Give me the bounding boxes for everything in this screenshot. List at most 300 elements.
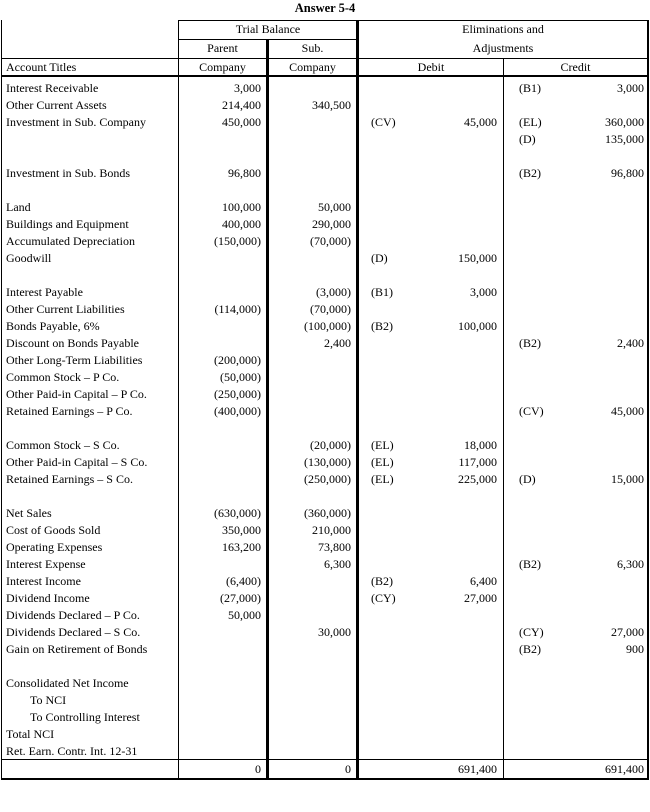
debit-amount xyxy=(420,216,497,233)
debit-code xyxy=(371,267,411,284)
debit-amount xyxy=(420,97,497,114)
account-title: Buildings and Equipment xyxy=(6,217,129,231)
debit-amount xyxy=(420,403,497,420)
credit-amount xyxy=(560,182,644,199)
credit-code xyxy=(519,284,559,301)
sub-amount xyxy=(270,267,351,284)
debit-amount xyxy=(420,301,497,318)
credit-amount xyxy=(560,420,644,437)
credit-amount xyxy=(560,148,644,165)
parent-amount: (400,000) xyxy=(214,404,261,418)
total-credit: 691,400 xyxy=(605,762,644,776)
parent-amount: (630,000) xyxy=(214,506,261,520)
credit-code: (D) xyxy=(519,132,536,146)
account-title: Interest Expense xyxy=(6,557,86,571)
account-title xyxy=(6,420,178,437)
credit-amount: 900 xyxy=(626,642,644,656)
debit-amount xyxy=(420,352,497,369)
credit-amount: 15,000 xyxy=(611,472,644,486)
debit-amount xyxy=(420,692,497,709)
sub-amount: 30,000 xyxy=(318,625,351,639)
parent-amount xyxy=(180,726,261,743)
sub-amount: (250,000) xyxy=(304,472,351,486)
credit-code xyxy=(519,369,559,386)
debit-code xyxy=(371,420,411,437)
credit-amount xyxy=(560,301,644,318)
parent-amount xyxy=(180,675,261,692)
credit-code xyxy=(519,318,559,335)
credit-amount xyxy=(560,692,644,709)
credit-amount xyxy=(560,216,644,233)
credit-code: (B2) xyxy=(519,166,541,180)
sub-amount: (70,000) xyxy=(310,302,351,316)
account-title: Accumulated Depreciation xyxy=(6,234,135,248)
debit-amount xyxy=(420,505,497,522)
parent-amount xyxy=(180,437,261,454)
credit-amount xyxy=(560,454,644,471)
total-sub: 0 xyxy=(345,762,351,776)
credit-amount: 3,000 xyxy=(617,81,644,95)
parent-amount xyxy=(180,318,261,335)
debit-code xyxy=(371,301,411,318)
credit-code xyxy=(519,352,559,369)
credit-code xyxy=(519,301,559,318)
sub-amount xyxy=(270,369,351,386)
debit-amount xyxy=(420,743,497,760)
sub-amount xyxy=(270,352,351,369)
debit-amount: 100,000 xyxy=(458,319,497,333)
credit-amount xyxy=(560,437,644,454)
parent-amount: 400,000 xyxy=(222,217,261,231)
credit-code xyxy=(519,437,559,454)
credit-amount xyxy=(560,386,644,403)
account-title: Ret. Earn. Contr. Int. 12-31 xyxy=(6,744,138,758)
credit-amount xyxy=(560,267,644,284)
credit-amount: 6,300 xyxy=(617,557,644,571)
debit-code xyxy=(371,743,411,760)
credit-code xyxy=(519,607,559,624)
debit-code xyxy=(371,488,411,505)
sub-amount: (3,000) xyxy=(316,285,351,299)
credit-code: (D) xyxy=(519,472,536,486)
parent-amount: (200,000) xyxy=(214,353,261,367)
parent-amount: (114,000) xyxy=(214,302,261,316)
credit-code xyxy=(519,743,559,760)
parent-amount xyxy=(180,692,261,709)
parent-amount: 163,200 xyxy=(222,540,261,554)
parent-amount: 350,000 xyxy=(222,523,261,537)
credit-amount: 135,000 xyxy=(605,132,644,146)
account-title: Operating Expenses xyxy=(6,540,103,554)
credit-amount xyxy=(560,233,644,250)
debit-code xyxy=(371,199,411,216)
debit-code xyxy=(371,607,411,624)
debit-amount xyxy=(420,369,497,386)
debit-code xyxy=(371,369,411,386)
account-title: Land xyxy=(6,200,31,214)
sub-amount: (130,000) xyxy=(304,455,351,469)
credit-amount xyxy=(560,539,644,556)
credit-code xyxy=(519,216,559,233)
sub-amount xyxy=(270,403,351,420)
parent-amount xyxy=(180,250,261,267)
debit-amount xyxy=(420,80,497,97)
parent-amount xyxy=(180,267,261,284)
debit-amount: 45,000 xyxy=(464,115,497,129)
parent-amount xyxy=(180,658,261,675)
credit-code xyxy=(519,539,559,556)
account-title: Other Paid-in Capital – P Co. xyxy=(6,387,147,401)
parent-amount xyxy=(180,471,261,488)
parent-amount: (250,000) xyxy=(214,387,261,401)
rule-parent-left xyxy=(178,20,179,780)
sub-amount: 2,400 xyxy=(324,336,351,350)
credit-amount: 45,000 xyxy=(611,404,644,418)
parent-amount xyxy=(180,488,261,505)
account-title: Investment in Sub. Bonds xyxy=(6,166,131,180)
debit-code xyxy=(371,556,411,573)
debit-code xyxy=(371,165,411,182)
credit-amount xyxy=(560,675,644,692)
debit-amount: 150,000 xyxy=(458,251,497,265)
sub-amount xyxy=(270,114,351,131)
debit-amount: 3,000 xyxy=(470,285,497,299)
account-title: Consolidated Net Income xyxy=(6,676,129,690)
credit-code: (B2) xyxy=(519,642,541,656)
credit-amount xyxy=(560,97,644,114)
debit-code: (EL) xyxy=(371,472,394,486)
credit-code xyxy=(519,505,559,522)
header-account-titles: Account Titles xyxy=(6,60,77,74)
sub-amount xyxy=(270,80,351,97)
credit-amount: 360,000 xyxy=(605,115,644,129)
debit-code: (CV) xyxy=(371,115,396,129)
parent-amount xyxy=(180,182,261,199)
total-debit: 691,400 xyxy=(458,762,497,776)
debit-amount xyxy=(420,624,497,641)
credit-code: (B2) xyxy=(519,557,541,571)
sub-amount xyxy=(270,148,351,165)
debit-amount xyxy=(420,148,497,165)
sub-amount: 340,500 xyxy=(312,98,351,112)
rule-debit-credit xyxy=(503,58,504,780)
header-sub-company: Company xyxy=(289,60,336,74)
parent-amount: 100,000 xyxy=(222,200,261,214)
account-title: Retained Earnings – P Co. xyxy=(6,404,133,418)
sub-amount: (100,000) xyxy=(304,319,351,333)
credit-code xyxy=(519,488,559,505)
credit-code xyxy=(519,692,559,709)
credit-amount xyxy=(560,318,644,335)
debit-code: (B1) xyxy=(371,285,393,299)
sub-amount xyxy=(270,726,351,743)
account-title: Discount on Bonds Payable xyxy=(6,336,139,350)
debit-amount: 6,400 xyxy=(470,574,497,588)
credit-code xyxy=(519,148,559,165)
account-title: To NCI xyxy=(30,693,67,707)
credit-code: (B2) xyxy=(519,336,541,350)
account-title: Interest Payable xyxy=(6,285,83,299)
sub-amount xyxy=(270,573,351,590)
sub-amount xyxy=(270,250,351,267)
parent-amount: (50,000) xyxy=(220,370,261,384)
sub-amount xyxy=(270,641,351,658)
credit-code xyxy=(519,573,559,590)
debit-amount xyxy=(420,420,497,437)
credit-amount xyxy=(560,250,644,267)
debit-amount xyxy=(420,182,497,199)
parent-amount xyxy=(180,131,261,148)
sub-amount: 290,000 xyxy=(312,217,351,231)
credit-amount xyxy=(560,284,644,301)
debit-code xyxy=(371,709,411,726)
credit-code xyxy=(519,386,559,403)
account-title xyxy=(6,148,178,165)
credit-code xyxy=(519,199,559,216)
debit-amount xyxy=(420,607,497,624)
account-title: Dividends Declared – S Co. xyxy=(6,625,141,639)
sub-amount xyxy=(270,658,351,675)
credit-code xyxy=(519,658,559,675)
account-title: Retained Earnings – S Co. xyxy=(6,472,133,486)
debit-code xyxy=(371,522,411,539)
debit-amount xyxy=(420,386,497,403)
credit-amount xyxy=(560,488,644,505)
sub-amount: 210,000 xyxy=(312,523,351,537)
credit-amount xyxy=(560,573,644,590)
debit-amount xyxy=(420,641,497,658)
credit-code xyxy=(519,233,559,250)
header-debit: Debit xyxy=(417,60,445,74)
debit-amount xyxy=(420,335,497,352)
credit-amount xyxy=(560,352,644,369)
debit-amount xyxy=(420,539,497,556)
debit-code xyxy=(371,505,411,522)
debit-code: (EL) xyxy=(371,455,394,469)
debit-amount xyxy=(420,199,497,216)
credit-code xyxy=(519,182,559,199)
page-title: Answer 5-4 xyxy=(294,1,356,15)
debit-amount xyxy=(420,556,497,573)
sub-amount: 6,300 xyxy=(324,557,351,571)
total-parent: 0 xyxy=(255,762,261,776)
sub-amount xyxy=(270,420,351,437)
debit-amount xyxy=(420,131,497,148)
parent-amount: (150,000) xyxy=(214,234,261,248)
debit-amount xyxy=(420,658,497,675)
debit-code xyxy=(371,403,411,420)
sub-amount: (360,000) xyxy=(304,506,351,520)
parent-amount: 214,400 xyxy=(222,98,261,112)
debit-amount xyxy=(420,165,497,182)
account-title: Other Paid-in Capital – S Co. xyxy=(6,455,148,469)
sub-amount: (70,000) xyxy=(310,234,351,248)
credit-code: (CV) xyxy=(519,404,544,418)
parent-amount xyxy=(180,420,261,437)
debit-code: (EL) xyxy=(371,438,394,452)
debit-code xyxy=(371,182,411,199)
header-trial-balance: Trial Balance xyxy=(235,22,301,36)
account-title: Bonds Payable, 6% xyxy=(6,319,100,333)
credit-amount xyxy=(560,743,644,760)
debit-code xyxy=(371,233,411,250)
header-eliminations: Eliminations and xyxy=(462,22,544,36)
sub-amount xyxy=(270,743,351,760)
parent-amount: 50,000 xyxy=(228,608,261,622)
credit-code xyxy=(519,590,559,607)
sub-amount xyxy=(270,165,351,182)
debit-amount xyxy=(420,488,497,505)
credit-amount xyxy=(560,369,644,386)
debit-code xyxy=(371,641,411,658)
credit-code xyxy=(519,420,559,437)
debit-amount xyxy=(420,709,497,726)
parent-amount: 3,000 xyxy=(234,81,261,95)
credit-amount: 27,000 xyxy=(611,625,644,639)
debit-amount: 117,000 xyxy=(458,455,497,469)
sub-amount xyxy=(270,709,351,726)
debit-amount xyxy=(420,267,497,284)
debit-code xyxy=(371,539,411,556)
sub-amount xyxy=(270,488,351,505)
debit-code xyxy=(371,80,411,97)
credit-amount xyxy=(560,709,644,726)
debit-code: (D) xyxy=(371,251,388,265)
credit-amount xyxy=(560,522,644,539)
sub-amount: 73,800 xyxy=(318,540,351,554)
rule-total-bottom xyxy=(1,778,649,780)
credit-amount xyxy=(560,590,644,607)
debit-code xyxy=(371,216,411,233)
account-title xyxy=(6,267,178,284)
credit-code xyxy=(519,250,559,267)
rule-sub-debit xyxy=(356,20,359,780)
credit-amount xyxy=(560,658,644,675)
sub-amount xyxy=(270,590,351,607)
sub-amount xyxy=(270,131,351,148)
parent-amount xyxy=(180,454,261,471)
sub-amount xyxy=(270,386,351,403)
account-title: Cost of Goods Sold xyxy=(6,523,101,537)
parent-amount xyxy=(180,641,261,658)
header-credit: Credit xyxy=(560,60,591,74)
parent-amount xyxy=(180,284,261,301)
parent-amount: 96,800 xyxy=(228,166,261,180)
account-title xyxy=(6,182,178,199)
rule-left xyxy=(1,20,2,780)
parent-amount xyxy=(180,148,261,165)
parent-amount xyxy=(180,743,261,760)
sub-amount xyxy=(270,692,351,709)
parent-amount: 450,000 xyxy=(222,115,261,129)
credit-code xyxy=(519,726,559,743)
sub-amount xyxy=(270,607,351,624)
account-title: To Controlling Interest xyxy=(30,710,140,724)
account-title: Net Sales xyxy=(6,506,52,520)
parent-amount: (6,400) xyxy=(226,574,261,588)
credit-amount xyxy=(560,505,644,522)
debit-code xyxy=(371,624,411,641)
sub-amount: 50,000 xyxy=(318,200,351,214)
account-title: Gain on Retirement of Bonds xyxy=(6,642,148,656)
sub-amount: (20,000) xyxy=(310,438,351,452)
account-title xyxy=(6,658,178,675)
credit-code xyxy=(519,709,559,726)
account-title: Common Stock – P Co. xyxy=(6,370,120,384)
account-title: Interest Receivable xyxy=(6,81,99,95)
account-title: Other Current Assets xyxy=(6,98,107,112)
header-adjustments: Adjustments xyxy=(472,41,534,55)
debit-code xyxy=(371,335,411,352)
debit-code xyxy=(371,131,411,148)
debit-amount xyxy=(420,233,497,250)
credit-code xyxy=(519,675,559,692)
credit-code: (B1) xyxy=(519,81,541,95)
debit-amount xyxy=(420,675,497,692)
debit-amount xyxy=(420,522,497,539)
parent-amount xyxy=(180,556,261,573)
debit-code: (CY) xyxy=(371,591,396,605)
credit-amount xyxy=(560,199,644,216)
debit-code xyxy=(371,726,411,743)
credit-code: (CY) xyxy=(519,625,544,639)
account-title: Other Current Liabilities xyxy=(6,302,125,316)
credit-amount: 96,800 xyxy=(611,166,644,180)
credit-code xyxy=(519,454,559,471)
account-title: Goodwill xyxy=(6,251,52,265)
credit-amount xyxy=(560,607,644,624)
debit-code xyxy=(371,97,411,114)
parent-amount: (27,000) xyxy=(220,591,261,605)
rule-parent-sub xyxy=(266,40,269,780)
debit-code xyxy=(371,386,411,403)
credit-amount xyxy=(560,726,644,743)
debit-amount: 18,000 xyxy=(464,438,497,452)
account-title xyxy=(6,488,178,505)
header-sub: Sub. xyxy=(301,41,324,55)
account-title: Common Stock – S Co. xyxy=(6,438,120,452)
credit-code xyxy=(519,267,559,284)
sub-amount xyxy=(270,182,351,199)
account-title: Dividend Income xyxy=(6,591,90,605)
parent-amount xyxy=(180,624,261,641)
credit-code xyxy=(519,97,559,114)
account-title: Total NCI xyxy=(6,727,55,741)
parent-amount xyxy=(180,709,261,726)
rule-right xyxy=(647,20,649,780)
debit-amount xyxy=(420,726,497,743)
debit-code: (B2) xyxy=(371,574,393,588)
debit-code xyxy=(371,352,411,369)
debit-code: (B2) xyxy=(371,319,393,333)
parent-amount xyxy=(180,335,261,352)
account-title: Dividends Declared – P Co. xyxy=(6,608,140,622)
debit-amount: 225,000 xyxy=(458,472,497,486)
header-parent-company: Company xyxy=(199,60,246,74)
debit-code xyxy=(371,658,411,675)
credit-code: (EL) xyxy=(519,115,542,129)
credit-amount: 2,400 xyxy=(617,336,644,350)
credit-code xyxy=(519,522,559,539)
debit-amount: 27,000 xyxy=(464,591,497,605)
account-title: Investment in Sub. Company xyxy=(6,115,146,129)
debit-code xyxy=(371,675,411,692)
debit-code xyxy=(371,148,411,165)
account-title: Interest Income xyxy=(6,574,81,588)
sub-amount xyxy=(270,675,351,692)
debit-code xyxy=(371,692,411,709)
header-parent: Parent xyxy=(207,41,238,55)
